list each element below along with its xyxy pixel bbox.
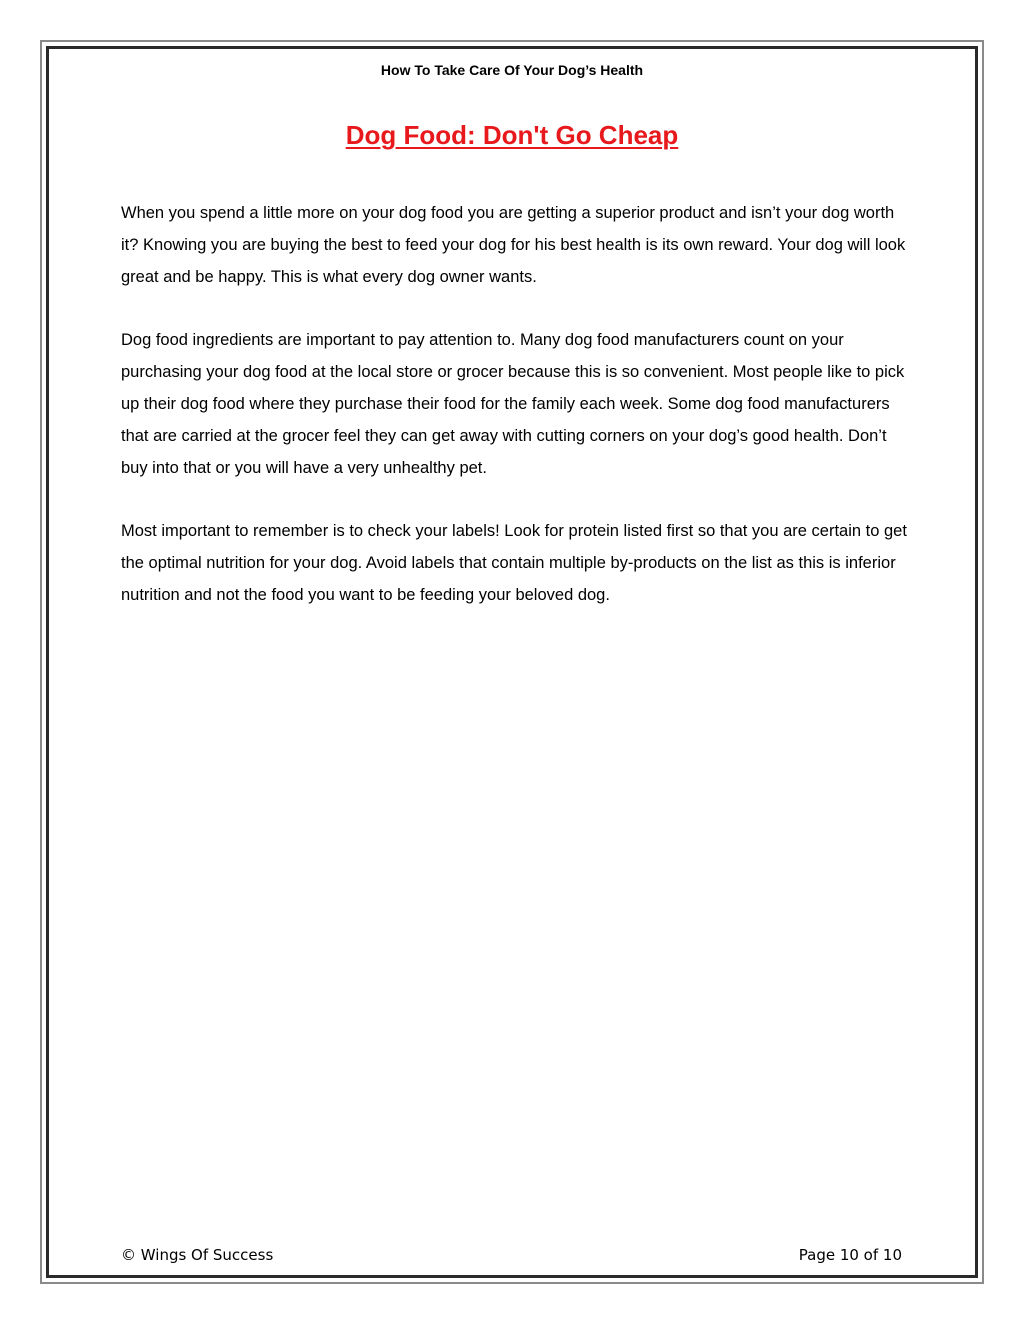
paragraph-3: Most important to remember is to check your labels! Look for protein listed first so that you are certain to get the optimal nutrition for your dog. Avoid labels that contain multiple by-products on the list as this is inferior nutrition and not the food you want to be feeding your beloved dog. [121, 522, 907, 604]
paragraph-1: When you spend a little more on your dog food you are getting a superior product and isn’t your dog worth it? Knowing you are buying the best to feed your dog for his best health is its own reward. Your dog will look great and be happy. This is what every dog owner wants. [121, 204, 906, 286]
running-header: How To Take Care Of Your Dog’s Health [380, 62, 644, 78]
page-title: Dog Food: Don't Go Cheap [345, 120, 679, 150]
footer-copyright: © Wings Of Success [121, 1246, 274, 1264]
body-text [121, 198, 913, 644]
paragraph-2: Dog food ingredients are important to pay attention to. Many dog food manufacturers count on your purchasing your dog food at the local store or grocer because this is so convenient. Most people like to pick up their dog food where they purchase their food for the family each week. Some dog food manufacturers that are carried at the grocer feel they can get away with cutting corners on your dog’s good health. Don’t buy into that or you will have a very unhealthy pet. [121, 331, 905, 477]
footer-page-number: Page 10 of 10 [798, 1246, 902, 1264]
